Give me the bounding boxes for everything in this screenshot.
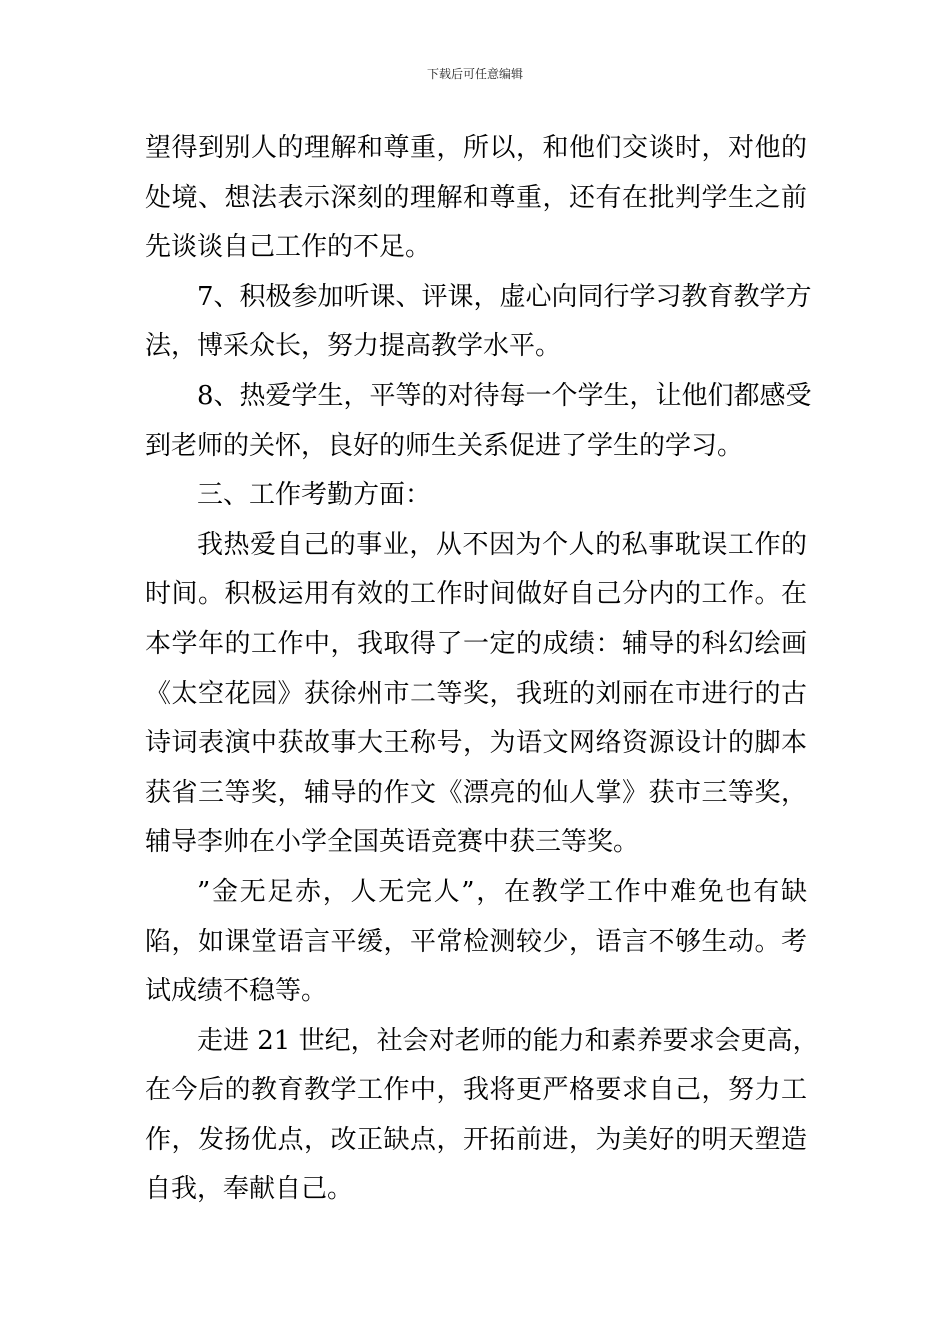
text-line: 获省三等奖，辅导的作文《漂亮的仙人掌》获市三等奖， <box>145 777 807 808</box>
text-line: 在今后的教育教学工作中，我将更严格要求自己，努力工 <box>145 1075 807 1106</box>
text-line: 7、积极参加听课、评课，虚心向同行学习教育教学方 <box>197 281 812 312</box>
text-line: ”金无足赤，人无完人”，在教学工作中难免也有缺 <box>197 876 807 907</box>
text-line: 《太空花园》获徐州市二等奖，我班的刘丽在市进行的古 <box>145 678 807 709</box>
text-line: 处境、想法表示深刻的理解和尊重，还有在批判学生之前 <box>145 182 807 213</box>
text-line: 作，发扬优点，改正缺点，开拓前进，为美好的明天塑造 <box>145 1124 807 1155</box>
text-line: 陷，如课堂语言平缓，平常检测较少，语言不够生动。考 <box>145 926 807 957</box>
text-line: 望得到别人的理解和尊重，所以，和他们交谈时，对他的 <box>145 133 807 163</box>
page-header: 下载后可任意编辑 <box>426 67 523 81</box>
text-line: 诗词表演中获故事大王称号，为语文网络资源设计的脚本 <box>145 728 807 759</box>
text-line: 到老师的关怀，良好的师生关系促进了学生的学习。 <box>145 430 744 461</box>
document-body <box>145 124 819 1215</box>
text-line: 辅导李帅在小学全国英语竞赛中获三等奖。 <box>145 827 640 858</box>
text-line: 走进 21 世纪，社会对老师的能力和素养要求会更高， <box>197 1025 819 1056</box>
text-line: 试成绩不稳等。 <box>145 976 328 1007</box>
text-line: 法，博采众长，努力提高教学水平。 <box>145 331 562 362</box>
text-line: 本学年的工作中，我取得了一定的成绩：辅导的科幻绘画 <box>145 628 807 659</box>
text-line: 时间。积极运用有效的工作时间做好自己分内的工作。在 <box>145 579 807 610</box>
text-line: 先谈谈自己工作的不足。 <box>145 232 432 263</box>
text-line: 自我，奉献自己。 <box>145 1174 354 1205</box>
text-line: 8、热爱学生，平等的对待每一个学生，让他们都感受 <box>197 380 812 411</box>
section-heading: 三、工作考勤方面： <box>197 480 432 511</box>
text-line: 我热爱自己的事业，从不因为个人的私事耽误工作的 <box>197 529 807 560</box>
